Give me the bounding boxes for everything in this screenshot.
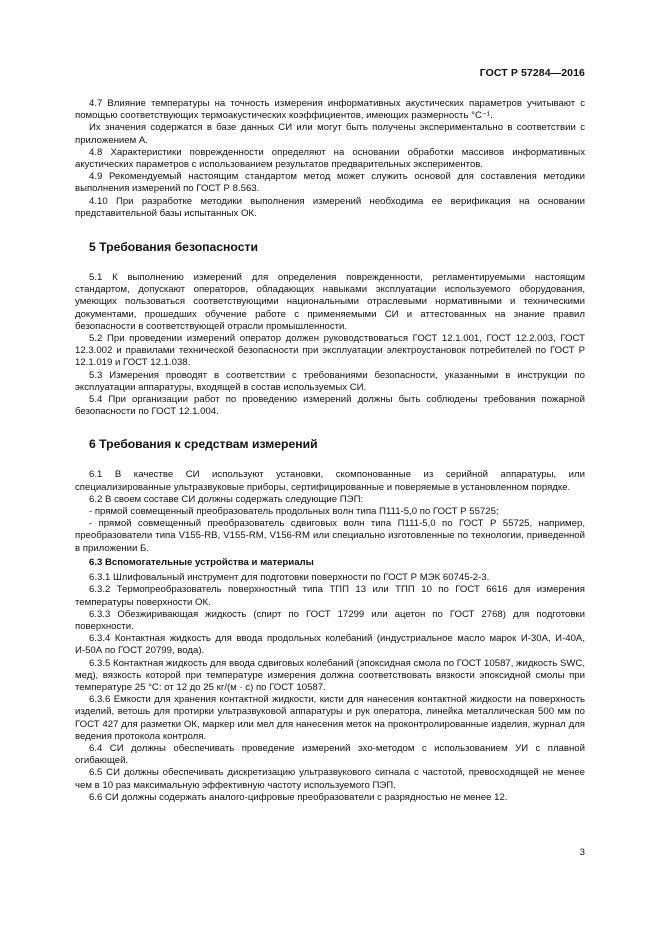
paragraph-6-3-1: 6.3.1 Шлифовальный инструмент для подготовки поверхности по ГОСТ Р МЭК 60745-2-3.	[89, 572, 490, 584]
paragraph-6-5: 6.5 СИ должны обеспечивать дискретизацию ультразвукового сигнала с частотой, превосходящей не менее чем в 10 раз максимальную эффективную частоту используемого ПЭП.	[75, 767, 585, 791]
list-item-longitudinal-transducer: - прямой совмещенный преобразователь продольных волн типа П111-5,0 по ГОСТ Р 55725;	[89, 506, 499, 518]
paragraph-6-4: 6.4 СИ должны обеспечивать проведение измерений эхо-методом с использованием УИ с плавной огибающей.	[75, 742, 585, 767]
paragraph-5-4: 5.4 При организации работ по проведению измерений должны быть соблюдены требования пожарной безопасности по ГОСТ 12.1.004.	[75, 394, 585, 418]
section-6-heading: 6 Требования к средствам измерений	[89, 437, 318, 452]
paragraph-5-1: 5.1 К выполнению измерений для определения поврежденности, регламентируемыми настоящим стандартом, допускают операторов, обладающих навыками эксплуатации используемого оборудования, умеющих пользоваться соответствующими национальными отраслевыми нормативными и техническими документами, прошедших обучение работе с применяемыми СИ и аттестованных на знание правил безопасности в соответствующей отрасли промышленности.	[75, 272, 585, 332]
list-item-shear-transducer: - прямой совмещенный преобразователь сдвиговых волн типа П111-5,0 по ГОСТ Р 55725, например, преобразователи типа V155-RB, V155-RM, V156-RM или специально изготовленные по технологии, приведенной в приложении Б.	[75, 518, 585, 554]
paragraph-4-8: 4.8 Характеристики поврежденности определяют на основании обработки массивов информативных акустических параметров с использованием результатов предварительных экспериментов.	[75, 146, 585, 171]
paragraph-6-3-2: 6.3.2 Термопреобразователь поверхностный типа ТПП 13 или ТПП 10 по ГОСТ 6616 для измерения температуры поверхности ОК.	[75, 584, 585, 608]
paragraph-4-7-cont: Их значения содержатся в базе данных СИ или могут быть получены экспериментально в соответствии с приложением А.	[75, 122, 585, 146]
paragraph-5-2: 5.2 При проведении измерений оператор должен руководствоваться ГОСТ 12.1.001, ГОСТ 12.2.003, ГОСТ 12.3.002 и правилами технической безопасности при эксплуатации электроустановок потребителей по ГОСТ Р 12.1.019 и ГОСТ 12.1.038.	[75, 333, 585, 369]
section-5-heading: 5 Требования безопасности	[89, 240, 258, 255]
document-code-header: ГОСТ Р 57284—2016	[479, 67, 585, 79]
paragraph-6-3-4: 6.3.4 Контактная жидкость для ввода продольных колебаний (индустриальное масло марок И-30А, И-40А, И-50А по ГОСТ 20799, вода).	[75, 633, 585, 657]
paragraph-6-2: 6.2 В своем составе СИ должны содержать следующие ПЭП:	[89, 493, 364, 505]
subsection-6-3-heading: 6.3 Вспомогательные устройства и материалы	[89, 556, 314, 568]
paragraph-4-10: 4.10 При разработке методики выполнения измерений необходима ее верификация на основании представительной базы испытанных ОК.	[75, 195, 585, 219]
paragraph-6-1: 6.1 В качестве СИ используют установки, скомпонованные из серийной аппаратуры, или специализированные ультразвуковые приборы, сертифицированные и поверяемые в установленном порядке.	[75, 469, 585, 493]
paragraph-4-7: 4.7 Влияние температуры на точность измерения информативных акустических параметров учитывают с помощью соответствующих термоакустических коэффициентов, имеющих размерность °С⁻¹.	[75, 98, 585, 122]
paragraph-6-3-3: 6.3.3 Обезжиривающая жидкость (спирт по ГОСТ 17299 или ацетон по ГОСТ 2768) для подготовки поверхности.	[75, 608, 585, 632]
page-number: 3	[579, 847, 585, 858]
paragraph-5-3: 5.3 Измерения проводят в соответствии с требованиями безопасности, указанными в инструкции по эксплуатации аппаратуры, входящей в состав используемых СИ.	[75, 369, 585, 393]
paragraph-6-3-5: 6.3.5 Контактная жидкость для ввода сдвиговых колебаний (эпоксидная смола по ГОСТ 10587, жидкость SWC, мед), вязкость которой при температуре измерения должна соответствовать вязкости эпоксидной смолы при температуре 25 °С: от 12 до 25 кг/(м · с) по ГОСТ 10587.	[75, 657, 585, 693]
paragraph-6-6: 6.6 СИ должны содержать аналого-цифровые преобразователи с разрядностью не менее 12.	[89, 791, 508, 803]
paragraph-6-3-6: 6.3.6 Емкости для хранения контактной жидкости, кисти для нанесения контактной жидкости на поверхность изделий, ветошь для протирки ультразвуковой аппаратуры и рук оператора, линейка металлическая 500 мм по ГОСТ 427 для разметки ОК, маркер или мел для нанесения меток на проконтролированные изделия, журнал для ведения протокола контроля.	[75, 694, 585, 742]
paragraph-4-9: 4.9 Рекомендуемый настоящим стандартом метод может служить основой для составления методики выполнения измерений по ГОСТ Р 8.563.	[75, 171, 585, 195]
page-content	[75, 98, 585, 804]
